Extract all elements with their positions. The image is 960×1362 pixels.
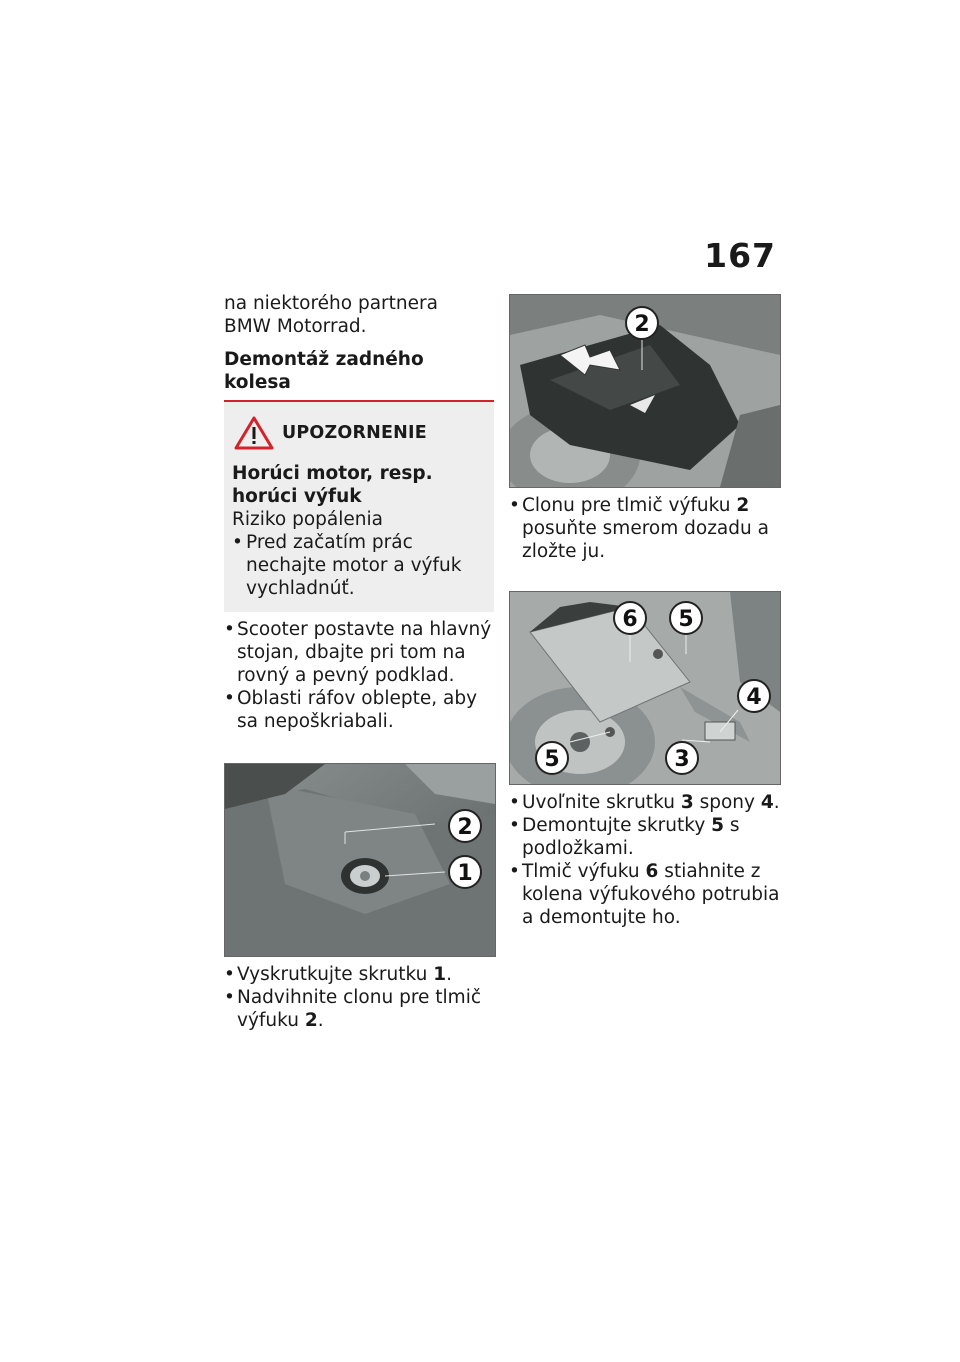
step-ref-number: 2 <box>304 1010 318 1031</box>
step-item-unscrew <box>224 963 494 986</box>
step-text-end: stiahnite z kolena výfukového potrubia a demontujte ho. <box>522 861 780 928</box>
step-text-end: posuňte smerom dozadu a zložte ju. <box>522 518 769 562</box>
figure-label: 2 <box>634 312 650 337</box>
photo-exhaust-cover <box>509 294 781 488</box>
warning-subtitle: Horúci motor, resp. horúci výfuk <box>232 463 433 507</box>
warning-box <box>224 402 494 612</box>
step-text: Demontujte skrutky <box>522 815 712 836</box>
step-text: Uvoľnite skrutku <box>522 792 681 813</box>
step-item-slide-cover <box>509 494 781 563</box>
warning-title: UPOZORNENIE <box>282 422 427 443</box>
warning-triangle-icon <box>234 416 274 450</box>
warning-list <box>232 531 486 600</box>
bullet-list <box>224 618 494 733</box>
step-text-end: . <box>317 1010 324 1031</box>
step-text-mid: spony <box>693 792 761 813</box>
figure-label: 2 <box>457 815 473 840</box>
intro-text-line2: BMW Motorrad. <box>224 316 367 337</box>
step-text: Clonu pre tlmič výfuku <box>522 495 737 516</box>
step-text: Nadvihnite clonu pre tlmič výfuku <box>237 987 482 1031</box>
warning-title-row <box>232 416 486 450</box>
figure-label: 3 <box>674 747 690 772</box>
step-item-loosen-screw <box>509 791 781 814</box>
bullet-item-1: • Scooter postavte na hlavný stojan, dbajte pri tom na rovný a pevný podklad. <box>224 618 494 687</box>
left-column <box>224 292 494 1032</box>
step-ref-number: 3 <box>680 792 694 813</box>
step-ref-number: 1 <box>433 964 447 985</box>
step-ref-number: 6 <box>645 861 659 882</box>
step-ref-number: 2 <box>736 495 750 516</box>
step-text-end: . <box>446 964 453 985</box>
step-ref-number: 4 <box>760 792 774 813</box>
intro-text-line1: na niektorého partnera <box>224 293 438 314</box>
figure-label: 6 <box>622 607 638 632</box>
step-item-remove-silencer <box>509 860 781 929</box>
figure-label: 4 <box>746 685 762 710</box>
step-text: Tlmič výfuku <box>522 861 646 882</box>
step-text-end: . <box>773 792 780 813</box>
warning-list-item: • Pred začatím prác nechajte motor a výfuk vychladnúť. <box>232 531 486 600</box>
figure-label: 5 <box>544 747 560 772</box>
bullet-item-2: • Oblasti ráfov oblepte, aby sa nepoškriabali. <box>224 687 494 733</box>
step-list-left <box>224 963 494 1032</box>
step-list-right-2 <box>509 791 781 929</box>
figure-label: 1 <box>457 861 473 886</box>
step-ref-number: 5 <box>711 815 725 836</box>
photo-screw-cover <box>224 763 496 957</box>
photo-silencer <box>509 591 781 785</box>
step-list-right-1 <box>509 494 781 563</box>
page-number: 167 <box>704 236 776 275</box>
figure-label: 5 <box>678 607 694 632</box>
step-text: Vyskrutkujte skrutku <box>237 964 434 985</box>
step-text-end: s podložkami. <box>522 815 740 859</box>
section-heading: Demontáž zadného kolesa <box>224 349 424 393</box>
step-item-lift-cover <box>224 986 494 1032</box>
right-column <box>509 294 781 929</box>
warning-risk: Riziko popálenia <box>232 509 383 530</box>
step-item-remove-screws <box>509 814 781 860</box>
